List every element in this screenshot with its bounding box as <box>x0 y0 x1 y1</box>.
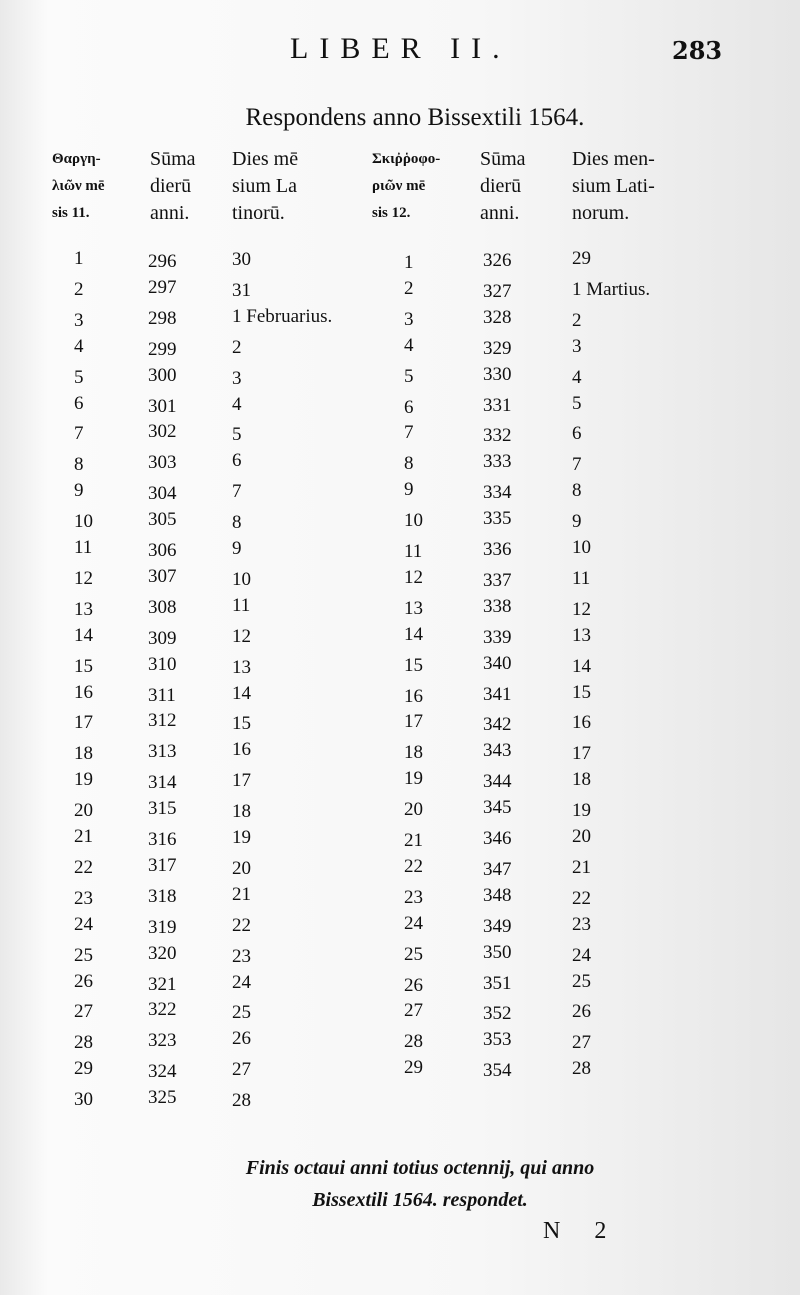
column-header-5 <box>480 146 526 227</box>
day-number-1: 18 <box>74 743 93 765</box>
day-sum-1: 318 <box>148 885 177 907</box>
day-sum-1: 296 <box>148 251 177 272</box>
latin-date-1: 10 <box>232 568 251 590</box>
column-header-2 <box>150 146 196 227</box>
latin-date-2: 7 <box>572 454 582 476</box>
day-number-1: 11 <box>74 537 93 558</box>
closing-note-line-2: Bissextili 1564. respondet. <box>312 1189 528 1211</box>
day-sum-1: 324 <box>148 1061 177 1083</box>
column-header-line: sium La <box>232 175 297 197</box>
day-sum-1: 323 <box>148 1030 177 1052</box>
day-number-2: 27 <box>404 1000 423 1022</box>
day-sum-2: 344 <box>483 771 512 793</box>
column-header-line: norum. <box>572 202 630 224</box>
day-number-1: 10 <box>74 511 93 533</box>
day-sum-2: 329 <box>483 337 512 359</box>
day-number-1: 2 <box>74 278 84 300</box>
latin-date-1: 26 <box>232 1028 251 1050</box>
day-sum-2: 328 <box>483 306 512 328</box>
day-number-2: 13 <box>404 597 423 619</box>
latin-date-2: 1 Martius. <box>572 278 651 300</box>
day-number-1: 15 <box>74 655 93 677</box>
latin-date-1: 20 <box>232 857 251 879</box>
latin-date-1: 22 <box>232 914 251 936</box>
day-number-2: 1 <box>404 252 414 273</box>
day-sum-1: 319 <box>148 916 177 938</box>
day-number-2: 7 <box>404 422 414 444</box>
latin-date-2: 3 <box>572 335 582 357</box>
day-sum-1: 310 <box>148 653 177 675</box>
latin-date-2: 17 <box>572 743 591 765</box>
day-sum-2: 350 <box>483 941 512 963</box>
latin-date-1: 12 <box>232 625 251 647</box>
day-sum-1: 302 <box>148 421 177 443</box>
column-header-line: sis 11. <box>52 205 90 221</box>
column-header-line: Dies men- <box>572 148 655 170</box>
day-sum-2: 347 <box>483 858 512 880</box>
day-sum-1: 301 <box>148 395 177 417</box>
latin-date-1: 7 <box>232 481 242 503</box>
column-header-line: tinorū. <box>232 202 285 224</box>
latin-date-1: 3 <box>232 367 242 389</box>
day-sum-2: 338 <box>483 595 512 617</box>
day-sum-2: 339 <box>483 626 512 648</box>
latin-date-1: 31 <box>232 279 251 301</box>
day-number-1: 3 <box>74 309 84 331</box>
day-number-2: 23 <box>404 886 423 908</box>
day-number-1: 5 <box>74 366 84 388</box>
day-number-2: 3 <box>404 308 414 330</box>
day-sum-2: 342 <box>483 714 512 736</box>
latin-date-1: 27 <box>232 1059 251 1081</box>
day-sum-1: 299 <box>148 338 177 360</box>
column-header-line: anni. <box>480 202 520 224</box>
day-sum-1: 314 <box>148 772 177 794</box>
day-sum-1: 305 <box>148 509 177 531</box>
day-number-1: 16 <box>74 681 93 703</box>
day-sum-2: 332 <box>483 425 512 447</box>
day-sum-2: 330 <box>483 363 512 385</box>
day-sum-2: 346 <box>483 828 512 849</box>
latin-date-2: 5 <box>572 392 582 414</box>
day-sum-1: 309 <box>148 627 177 649</box>
column-header-line: Θαργη- <box>52 151 101 167</box>
latin-date-2: 11 <box>572 567 591 589</box>
day-number-2: 28 <box>404 1031 423 1053</box>
day-number-2: 25 <box>404 943 423 965</box>
latin-date-2: 14 <box>572 655 591 677</box>
day-number-2: 24 <box>404 912 423 934</box>
day-number-1: 1 <box>74 248 84 269</box>
day-number-2: 14 <box>404 623 423 645</box>
day-sum-1: 313 <box>148 741 177 763</box>
latin-date-2: 21 <box>572 856 591 878</box>
table-title: Respondens anno Bissextili 1564. <box>245 104 585 131</box>
day-sum-1: 300 <box>148 364 177 386</box>
day-sum-2: 345 <box>483 797 512 819</box>
day-number-1: 17 <box>74 712 93 734</box>
day-number-1: 28 <box>74 1032 93 1054</box>
day-sum-1: 316 <box>148 829 177 850</box>
day-number-1: 7 <box>74 423 84 445</box>
day-sum-1: 315 <box>148 798 177 820</box>
latin-date-2: 4 <box>572 366 582 388</box>
latin-date-1: 13 <box>232 656 251 678</box>
latin-date-2: 25 <box>572 970 591 992</box>
closing-note <box>0 1152 800 1216</box>
day-number-2: 21 <box>404 830 423 851</box>
day-sum-2: 349 <box>483 915 512 937</box>
column-header-line: sis 12. <box>372 205 411 221</box>
latin-date-1: 16 <box>232 739 251 761</box>
column-header-6 <box>572 146 655 227</box>
day-sum-2: 354 <box>483 1060 512 1082</box>
latin-date-1: 21 <box>232 883 251 905</box>
day-number-1: 25 <box>74 944 93 966</box>
day-number-1: 29 <box>74 1058 93 1080</box>
day-sum-2: 326 <box>483 250 512 271</box>
day-number-1: 23 <box>74 887 93 909</box>
day-number-1: 24 <box>74 913 93 935</box>
day-number-2: 20 <box>404 799 423 821</box>
column-header-line: Sūma <box>150 148 196 170</box>
day-number-2: 16 <box>404 685 423 707</box>
column-header-line: dierū <box>150 175 192 197</box>
latin-date-2: 2 <box>572 309 582 331</box>
day-sum-1: 306 <box>148 540 177 561</box>
day-sum-1: 298 <box>148 307 177 329</box>
day-sum-2: 343 <box>483 740 512 762</box>
day-sum-2: 334 <box>483 482 512 504</box>
latin-date-1: 1 Februarius. <box>232 305 333 327</box>
day-number-2: 9 <box>404 479 414 501</box>
day-number-2: 6 <box>404 396 414 418</box>
day-number-1: 30 <box>74 1089 93 1111</box>
column-header-line: anni. <box>150 202 190 224</box>
latin-date-2: 20 <box>572 826 591 847</box>
latin-date-1: 28 <box>232 1090 251 1112</box>
latin-date-2: 6 <box>572 423 582 445</box>
day-sum-2: 333 <box>483 451 512 473</box>
day-number-1: 9 <box>74 480 84 502</box>
day-sum-2: 348 <box>483 884 512 906</box>
day-sum-2: 327 <box>483 280 512 302</box>
day-sum-2: 337 <box>483 569 512 591</box>
day-number-1: 22 <box>74 856 93 878</box>
signature-mark: N 2 <box>543 1218 621 1244</box>
latin-date-1: 25 <box>232 1002 251 1024</box>
latin-date-2: 22 <box>572 887 591 909</box>
day-number-2: 15 <box>404 654 423 676</box>
latin-date-2: 8 <box>572 480 582 502</box>
day-number-1: 12 <box>74 567 93 589</box>
column-header-line: Sūma <box>480 148 526 170</box>
day-sum-1: 307 <box>148 565 177 587</box>
column-header-3 <box>232 146 298 227</box>
latin-date-1: 11 <box>232 594 251 616</box>
day-number-2: 11 <box>404 541 423 562</box>
latin-date-2: 29 <box>572 248 591 269</box>
latin-date-2: 18 <box>572 769 591 791</box>
column-header-line: sium Lati- <box>572 175 655 197</box>
latin-date-2: 16 <box>572 712 591 734</box>
day-sum-2: 353 <box>483 1029 512 1051</box>
latin-date-2: 27 <box>572 1032 591 1054</box>
day-number-1: 26 <box>74 970 93 992</box>
day-number-2: 18 <box>404 742 423 764</box>
running-head <box>0 32 800 72</box>
latin-date-1: 15 <box>232 713 251 735</box>
day-number-1: 19 <box>74 769 93 791</box>
column-header-line: dierū <box>480 175 522 197</box>
latin-date-1: 14 <box>232 682 251 704</box>
day-number-2: 26 <box>404 974 423 996</box>
day-sum-1: 321 <box>148 973 177 995</box>
day-number-2: 29 <box>404 1057 423 1079</box>
day-sum-1: 322 <box>148 999 177 1021</box>
day-number-2: 8 <box>404 453 414 475</box>
latin-date-2: 12 <box>572 598 591 620</box>
day-sum-1: 297 <box>148 276 177 298</box>
latin-date-2: 13 <box>572 624 591 646</box>
day-sum-2: 340 <box>483 652 512 674</box>
column-header-line: λιῶν mē <box>52 178 105 194</box>
latin-date-1: 24 <box>232 971 251 993</box>
day-number-1: 14 <box>74 624 93 646</box>
latin-date-2: 19 <box>572 800 591 822</box>
latin-date-2: 26 <box>572 1001 591 1023</box>
day-number-1: 6 <box>74 392 84 414</box>
day-sum-1: 317 <box>148 854 177 876</box>
day-number-2: 22 <box>404 855 423 877</box>
column-header-line: ριῶν mē <box>372 178 426 194</box>
day-number-2: 12 <box>404 566 423 588</box>
day-sum-2: 335 <box>483 508 512 530</box>
day-number-2: 19 <box>404 768 423 790</box>
latin-date-2: 28 <box>572 1058 591 1080</box>
day-sum-2: 351 <box>483 972 512 994</box>
day-sum-2: 352 <box>483 1003 512 1025</box>
column-header-4 <box>372 146 440 227</box>
latin-date-1: 19 <box>232 827 251 848</box>
running-head-title: LIBER II. <box>290 32 511 65</box>
latin-date-1: 8 <box>232 512 242 534</box>
day-number-2: 2 <box>404 277 414 299</box>
day-number-2: 10 <box>404 510 423 532</box>
day-sum-2: 341 <box>483 683 512 705</box>
day-number-2: 4 <box>404 334 414 356</box>
latin-date-2: 23 <box>572 913 591 935</box>
latin-date-1: 30 <box>232 249 251 270</box>
day-sum-2: 336 <box>483 539 512 560</box>
day-sum-1: 308 <box>148 596 177 618</box>
day-number-1: 21 <box>74 826 93 847</box>
latin-date-2: 15 <box>572 681 591 703</box>
latin-date-1: 5 <box>232 424 242 446</box>
latin-date-1: 9 <box>232 538 242 559</box>
day-sum-1: 304 <box>148 483 177 505</box>
column-header-1 <box>52 146 105 227</box>
day-number-1: 4 <box>74 335 84 357</box>
latin-date-1: 23 <box>232 945 251 967</box>
latin-date-2: 24 <box>572 944 591 966</box>
page-number: 283 <box>672 36 723 65</box>
latin-date-2: 10 <box>572 537 591 558</box>
day-number-1: 20 <box>74 800 93 822</box>
day-sum-2: 331 <box>483 394 512 416</box>
day-sum-1: 325 <box>148 1087 177 1109</box>
day-sum-1: 311 <box>148 684 176 706</box>
latin-date-2: 9 <box>572 511 582 533</box>
latin-date-1: 6 <box>232 450 242 472</box>
day-number-1: 8 <box>74 454 84 476</box>
day-sum-1: 312 <box>148 710 177 732</box>
closing-note-line-1: Finis octaui anni totius octennij, qui anno <box>245 1157 595 1179</box>
day-number-2: 17 <box>404 711 423 733</box>
day-number-1: 27 <box>74 1001 93 1023</box>
latin-date-1: 2 <box>232 336 242 358</box>
day-number-1: 13 <box>74 598 93 620</box>
column-header-line: Dies mē <box>232 148 299 170</box>
latin-date-1: 18 <box>232 801 251 823</box>
latin-date-1: 4 <box>232 393 242 415</box>
column-header-line: Σκιῤῥοφο- <box>372 151 441 167</box>
day-number-2: 5 <box>404 365 414 387</box>
day-sum-1: 303 <box>148 452 177 474</box>
latin-date-1: 17 <box>232 770 251 792</box>
day-sum-1: 320 <box>148 942 177 964</box>
